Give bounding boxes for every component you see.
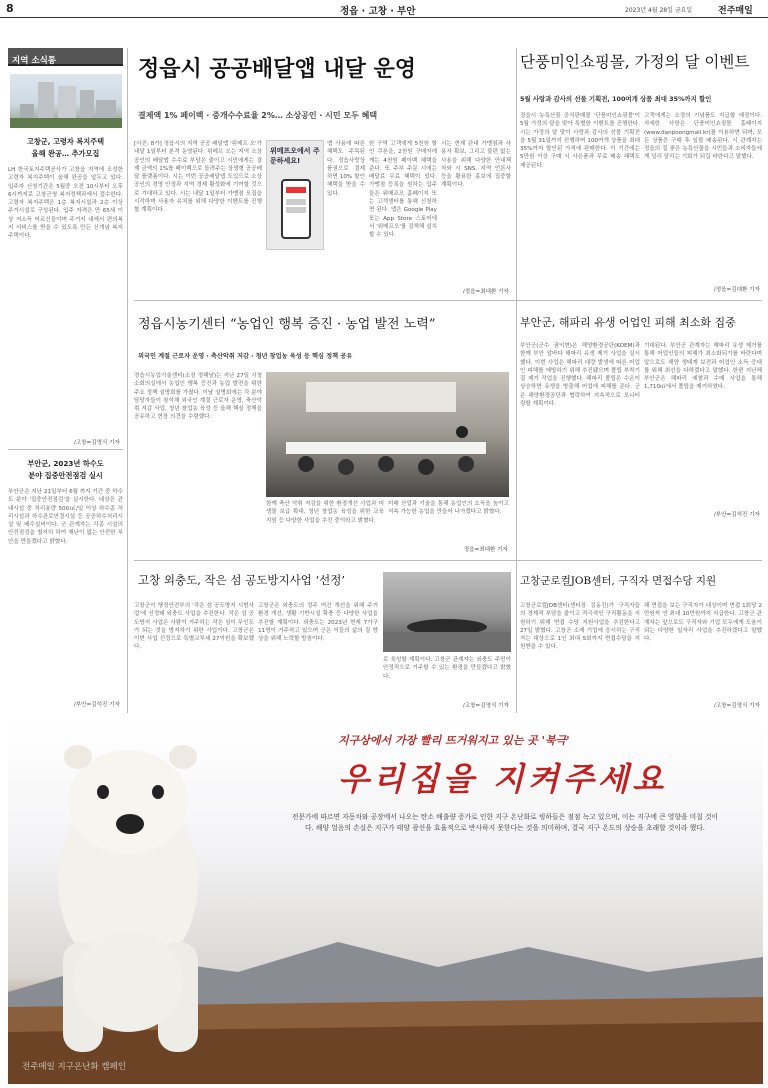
delivery-app-image [266,140,324,250]
island-col2: 고창군은 외충도의 정주 여건 개선을 위해 주거 환경 개선, 생활 기반시설 확충 등 다양한 사업을 추진할 계획이다. 외충도는 2023년 현재 7가구 11명이 거주하고 있으며 군은 이들의 삶의 질 향상을 위해 노력할 방침이다. [258,603,378,643]
ad-headline: 우리집을 지켜주세요 [338,760,668,798]
job-center-title: 고창군로컬JOB센터, 구직자 면접수당 지원 [520,575,717,587]
sidebar-article-2-byline: /부안=김석진 기자 [73,702,120,708]
section-name: 정읍 · 고창 · 부안 [340,6,416,17]
jellyfish-col2: 기대된다. 부안군 관계자는 해파리 유생 제거를 통해 어업인들의 피해가 최소화되기를 바란다며 앞으로도 해양 생태계 보전과 어업인 소득 증대를 위해 최선을 다하겠다고 말했다. 한편 지난해 부안군은 해파리 예찰과 수매 사업을 통해 1,710㎡에서 폴립을 제거하였다. [644,343,762,391]
main-article-col3: 한 구역 고객에게 5천원 할인 쿠폰을, 2천원 구매자에게는 4천원 페이백 혜택을 준다. 또 주부 주문 시에는 배달료 무료 혜택이 있다. 가맹점 등록을 원하는 업주들은 위메프오 홈페이지 또는 고객센터를 통해 신청하면 된다. 앱은 Google Play 또는 App Store 스토어에서 '위메프오'를 검색해 설치할 수 있다. [369,141,437,239]
sidebar-header [8,48,123,66]
farm-center-photo-caption: 정읍=최대환 기자 [463,547,508,553]
main-col-rule [516,48,517,713]
paper-name: 전주매일 [718,6,753,16]
farm-center-col1: 정읍시농업기술센터(소장 정해남)는 지난 27일 시청 소회의실에서 농업인 행복 증진과 농업 발전을 위한 주요 정책 설명회를 가졌다. 이날 설명회에는 각 분야 담당자들이 참석해 외국인 계절 근로자 운영, 축산악취 저감 사업, 청년 창업농 육성 등 올해 핵심 정책을 공유하고 현장 의견을 수렴했다. [134,373,262,421]
jellyfish-byline: /부안=김석진 기자 [713,512,760,518]
island-photo [383,572,511,652]
main-article-col1: [사진: 8가] 정읍시의 지역 공공 배달앱 '위메프 오'가 내달 1일부터 본격 운영된다. 위메프 오는 지역 소상공인의 배달앱 수수료 부담은 줄이고 시민에게는 결제 금액의 1%를 페이백으로 돌려주는 상생형 공공배달 플랫폼이다. 시는 이번 공공배달앱 도입으로 소상공인의 경영 안정과 지역 경제 활성화에 기여할 것으로 기대하고 있다. 시는 내달 1일부터 가맹점 모집을 시작하며 사용자 유치를 위해 다양한 이벤트를 진행할 계획이다. [134,141,262,214]
section-rule-1 [134,300,762,301]
meeting-photo [266,372,509,497]
job-center-byline: /고창=김영식 기자 [713,703,760,709]
ad-sponsor: 전주매일 지구온난화 캠페인 [22,1062,126,1072]
shopping-mall-byline: /정읍=김대환 기자 [713,287,760,293]
island-byline: /고창=김영식 기자 [462,703,509,709]
island-col1: 고창군이 행정안전부의 '작은 섬 공도방지 시범사업'에 선정돼 외충도 사업을 추진한다. 작은 섬 공도방지 사업은 사람이 거주하는 작은 섬이 무인도가 되는 것을 방지하기 위한 사업이다. 고창군은 이번 사업 선정으로 특별교부세 27억원을 확보했다. [134,603,254,651]
jellyfish-title: 부안군, 해파리 유생 어업인 피해 최소화 집중 [520,316,736,329]
main-article-byline: /정읍=최대환 기자 [462,289,509,295]
main-article-col2: 앱 사용에 따른 혜택도 주목된다. 정읍사랑상품권으로 결제하면 10% 할인 혜택을 받을 수 있다. [327,141,365,197]
sidebar-article-2-title: 부안군, 2023년 하수도 분야 집중안전점검 실시 [27,459,104,480]
sidebar-article-1-title: 고창군, 고령자 복지주택 올해 완공… 추가모집 [26,137,105,158]
polar-bear-image [8,732,278,1082]
farm-center-col3: 미래 산업과 기술을 통해 농업인의 소득을 높이고 지속 가능한 농업을 만들어 나가겠다고 밝혔다. [388,501,509,516]
farm-center-title: 정읍시농기센터 “농업인 행복 증진 · 농업 발전 노력” [138,317,436,332]
main-article-title: 정읍시 공공배달앱 내달 운영 [138,57,417,82]
sidebar-article-1-body: LH 한국토지주택공사가 고창읍 지역에 조성한 고령자 복지주택이 올해 완공을 앞두고 있다. 입주자 신청기간은 5월중 오전 10시부터 오후 6시까지로 고창군청 복지정책과에서 접수한다. 고령자 복지주택은 1층 복지시설과 2층 이상 주거시설로 구성된다. 입주 자격은 만 65세 이상 저소득 어르신들이며 주거지 내에서 편의복지 서비스를 받을 수 있도록 만든 신개념 복지주택이다. [8,167,123,240]
climate-ad [8,722,763,1084]
ad-tagline: 지구상에서 가장 빨리 뜨거워지고 있는 곳 '북극' [338,734,570,747]
shopping-mall-col1: 정읍시 농특산물 공식판매몰 '단풍미인쇼핑몰'이 5월 가정의 달을 맞아 특별한 이벤트를 진행한다. 시는 가정의 달 맞이 사랑과 감사의 선물 기획전을 5월 31일까지 진행하며 100여개 상품을 최대 35%까지 할인된 가격에 판매한다. 이 기간에는 5만원 이상 구매 시 사은품과 무료 배송 혜택도 제공된다. [520,113,640,169]
farm-center-subtitle: 외국인 계절 근로자 운영 · 축산악취 저감 · 청년 창업농 육성 등 핵심 정책 공유 [138,353,353,360]
ad-body: 전문가에 따르면 자동차와 공장에서 나오는 탄소 배출량 증가로 인한 지구 온난화로 빙하들은 점점 녹고 있으며, 이는 지구에 큰 영향을 미칠 것이다. 해양 얼음의 손실은 지구가 태양 광선을 효율적으로 반사하지 못한다는 것을 의미하며, 결국 지구 온도의 상승을 초래할 것이라 했다. [291,813,719,832]
job-center-col1: 고창군로컬JOB센터(센터장 김동진)가 구직자들의 경제적 부담을 줄이고 적극적인 구직활동을 지원하기 위해 면접 수당 지원사업을 추진한다고 27일 밝혔다. 고창군 소재 기업에 응시하는 구직자는 대상으로 1인 최대 5회까지 면접수당을 지원받을 수 있다. [520,603,640,651]
sidebar [8,48,123,710]
sidebar-rule [127,48,128,713]
page-number: 8 [6,2,14,15]
phone-mockup [281,179,311,239]
island-col3: 로 육성할 계획이다. 고창군 관계자는 외충도 주민이 안정적으로 거주할 수 있는 환경을 만들겠다고 밝혔다. [383,657,511,680]
island-title: 고창 외충도, 작은 섬 공도방지사업 ‘선정’ [138,573,345,587]
sidebar-header-text: 지역 소식통 [12,56,57,66]
job-center-col2: 해 면접을 보는 구직자가 대상이며 면접 1회당 2만원씩 연 최대 10만원까지 지급한다. 고창군 관계자는 앞으로도 구직자와 기업 모두에게 도움이 되는 다양한 일자리 사업을 추진하겠다고 말했다. [644,603,762,643]
farm-center-col2: 함께 축산 악취 저감을 위한 환경개선 사업과 미생물 보급 확대, 청년 창업농 육성을 위한 교육 지원 등 다양한 사업을 추진 중이라고 밝혔다. [266,501,384,524]
jellyfish-col1: 부안군(군수 권익현)은 해양환경공단(KOEM)과 함께 부안 앞바다 해파리 유생 제거 사업을 실시했다. 이번 사업은 해파리 대량 발생에 따른 어업인 피해를 예방하기 위해 추진됐으며 폴립 부착기질 제거 작업을 진행했다. 해파리 폴립은 수온이 상승하면 유생을 방출해 어업에 피해를 준다. 군은 해양환경공단과 협력하여 지속적으로 모니터링할 계획이다. [520,343,640,408]
shopping-mall-col2: 고객에게는 소정의 기념품도 지급할 예정이다. 자세한 사항은 단풍미인쇼핑몰 홈페이지(www.danpoongmall.kr)를 이용하면 되며, 모든 상품은 구매 후 일괄 배송된다. 시 관계자는 정읍의 질 좋은 농특산물을 시민들과 소비자들에게 널리 알리는 기회가 되길 바란다고 말했다. [644,113,762,161]
apartment-photo [10,74,122,128]
section-rule-2 [134,560,762,561]
main-article-subtitle: 결제액 1% 페이백 · 중개수수료율 2%… 소상공인 · 시민 모두 혜택 [138,111,378,120]
shopping-mall-subtitle: 5월 사랑과 감사의 선물 기획전, 100여개 상품 최대 35%까지 할인 [520,95,712,103]
shopping-mall-title: 단풍미인쇼핑몰, 가정의 달 이벤트 [520,53,750,71]
masthead [0,0,768,18]
sidebar-divider [8,449,123,450]
sidebar-article-2-body: 부안군은 지난 21일부터 6월 까지 기간 중 하수도 분야 '집중안전점검'을 실시한다. 대상은 관내시설 중 처리용량 500㎥/일 이상 하수종 처리시설과 하수관로연결시설 등 공공하수처리시설 및 배수설비이다. 군 관계자는 각종 시설의 안전점검을 철저히 하여 재난이 없는 안전한 부안을 만들겠다고 밝혔다. [8,489,123,545]
main-article-col4: 시는 현재 관내 가맹점과 사용자 확보, 그리고 불편 없는 사용을 위해 다양한 안내책자와 시 SNS, 지역 언론사 등을 활용한 홍보에 집중할 계획이다. [441,141,511,189]
delivery-app-headline: 위메프오에서 주문하세요! [270,147,320,165]
issue-date: 2023년 4월 28일 금요일 [625,7,693,14]
sidebar-article-1-byline: /고창=김영식 기자 [73,440,120,446]
